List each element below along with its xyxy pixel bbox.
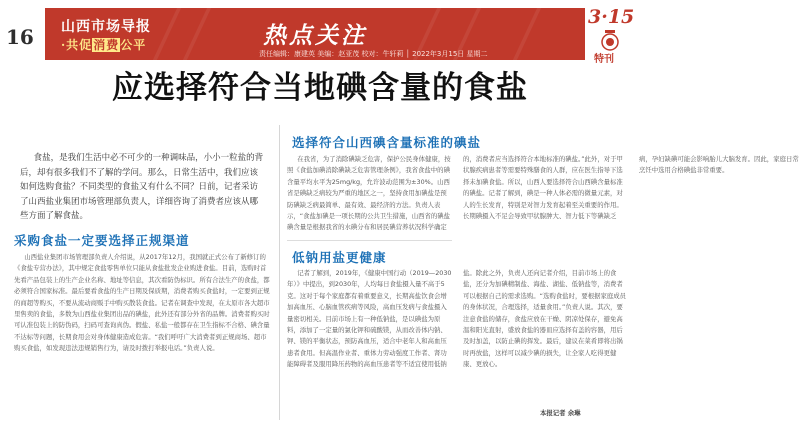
page-number: 16 bbox=[6, 25, 34, 49]
logo-label: 特刊 bbox=[594, 54, 614, 65]
section-body-iodine: 在我省，为了消除碘缺乏危害，保护公民身体健康，按照《食盐加碘消除碘缺乏危害管理条例》，我省食盐中的碘含量平均水平为25mg/kg，允许波动范围为±30%。山西省是碘缺乏病较为严重的地区之一，坚持食用加碘盐是预防碘缺乏病最简单、最有效、最经济的方法。负责人表示，“食盐加碘是一项长期的公共卫生措施，山西省的碘盐碘含量是根据我省的水碘分布和居民碘营养状况科学确定的，消费者应当选择符合本地标准的碘盐。”此外，对于甲状腺疾病患者等需要特殊膳食的人群，应在医生指导下选择未加碘食盐。所以，山西人要选择符合山西碘含量标准的碘盐。记者了解到，碘是一种人体必需的微量元素，对人的生长发育，特别是对智力发育起着至关重要的作用。长期碘摄入不足会导致甲状腺肿大、智力低下等碘缺乏病，孕妇缺碘可能会影响胎儿大脑发育。因此，家庭日常烹饪中选用合格碘盐非常重要。 bbox=[287, 155, 799, 232]
intro-paragraph: 食盐，是我们生活中必不可少的一种调味品，小小一粒盐的背后，却有很多我们不了解的学问。那么，日常生活中，我们应该如何选购食盐？不同类型的食盐又有什么不同？日前，记者采访了山西盐业集团市场管理部负责人，详细咨询了消费者应该从哪些方面了解食盐。 bbox=[20, 153, 264, 221]
byline: 本报记者 余琳 bbox=[540, 409, 581, 417]
section-heading-channels: 采购食盐一定要选择正规渠道 bbox=[14, 233, 190, 248]
logo-number: 3·15 bbox=[588, 6, 635, 28]
section-title: 热点关注 bbox=[263, 22, 367, 49]
editor-credits: 责任编辑：康建英 美编：赵亚茂 校对：牛轩莉 │ 2022年3月15日 星期二 bbox=[259, 50, 488, 58]
section-body-low-sodium: 记者了解到，2019年，《健康中国行动（2019—2030年）》中提出，到2030年，人均每日食盐摄入量不高于5克。这对于每个家庭都有着重要意义，长期高盐饮食会增加高血压、心脑血管疾病等风险，高血压发病与食盐摄入量密切相关。目前市场上有一种低钠盐，是以碘盐为原料，添加了一定量的氯化钾和硫酸镁，从而改善体内钠、钾、镁的平衡状态，预防高血压，适合中老年人和高血压患者食用。但高温作业者、重体力劳动强度工作者、肾功能障碍者及服用降压药物的高血压患者等不适宜使用低钠盐。除此之外，负责人还向记者介绍，目前市场上的食盐，还分为加碘精制盐、海盐、湖盐、低钠盐等，消费者可以根据自己的需求选购。“选购食盐时，要根据家庭成员的身体状况，合理选择，适量食用。”负责人说。其次，要注意食盐的储存，食盐应放在干燥、阴凉处保存，避免高温和阳光直射，盛放食盐的器皿应选择有盖的容器，用后及时加盖，以防止碘的挥发。最后，建议在菜肴即将出锅时再放盐，这样可以减少碘的损失，让全家人吃得更健康、更放心。 bbox=[287, 269, 627, 369]
masthead: 山西市场导报 bbox=[61, 19, 151, 35]
header-band bbox=[45, 8, 585, 60]
page-number-box bbox=[0, 8, 45, 58]
section-heading-iodine: 选择符合山西碘含量标准的碘盐 bbox=[292, 135, 482, 150]
section-divider bbox=[287, 240, 452, 241]
section-heading-low-sodium: 低钠用盐更健康 bbox=[292, 250, 387, 265]
masthead-slogan: ·共促消费公平 bbox=[61, 38, 147, 52]
column-divider bbox=[279, 125, 280, 420]
consumer-day-logo bbox=[585, 4, 640, 66]
section-body-channels: 山西盐业集团市场管理部负责人介绍说，从2017年12月，我国就正式公布了新修订的《食盐专营办法》，其中规定食盐零售单位只能从食盐批发企业购进食盐。目前，选购时首先看产品包装上的生产企业名称、地址等信息，其次看防伪标识。所有合法生产的食盐，都必须符合国家标准。最后要看食盐的生产日期及保质期，消费者购买食盐时，一定要到正规的商超等购买，不要从流动商贩手中购买散装食盐。记者在调查中发现，在太原市各大超市里售卖的食盐，多数为山西盐业集团出品的碘盐，此外还有部分外省的品牌。消费者购买时可认准包装上的防伪码，扫码可查询真伪。假盐、私盐一般都存在卫生指标不合格、碘含量不达标等问题，长期食用会对身体健康造成危害。“我们呼吁广大消费者到正规商场、超市购买食盐，如发现违法违规销售行为，请及时拨打举报电话。”负责人说。 bbox=[14, 253, 270, 353]
main-headline: 应选择符合当地碘含量的食盐 bbox=[112, 70, 528, 106]
